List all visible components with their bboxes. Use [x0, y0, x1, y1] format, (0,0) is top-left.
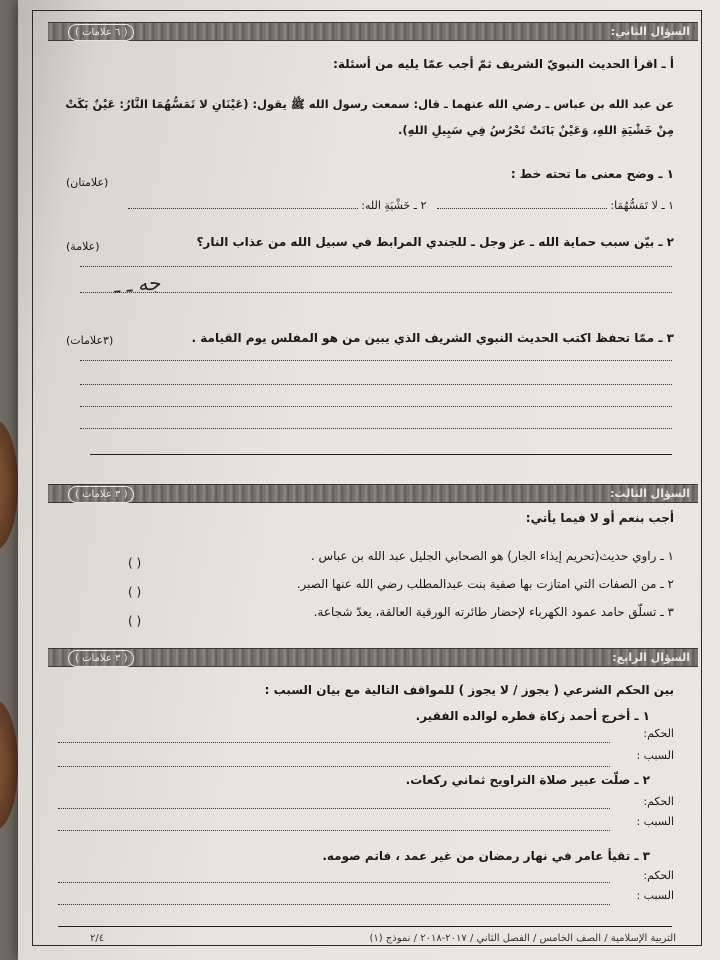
- q4-instruction: بين الحكم الشرعي ( يجوز / لا يجوز ) للمواقف التالية مع بيان السبب :: [264, 683, 674, 697]
- section-header-q3: [48, 484, 698, 503]
- ruling-line[interactable]: [58, 808, 610, 809]
- ruling-line[interactable]: [58, 742, 610, 743]
- question-1-items: [58, 198, 674, 214]
- handwritten-answer: جه ـ ـ: [113, 270, 163, 298]
- section-marks: ( ٣ علامات ): [68, 650, 134, 667]
- section-marks: ( ٣ علامات ): [68, 486, 134, 503]
- footer-text: التربية الإسلامية / الصف الخامس / الفصل الثاني / ٢٠١٧-٢٠١٨ / نموذج (١): [369, 933, 676, 944]
- q3-item-3: ٣ ـ تسلّق حامد عمود الكهرباء لإحضار طائرته الورقية العالقة، يعدّ شجاعة.: [313, 605, 674, 619]
- reason-line[interactable]: [58, 766, 610, 767]
- ruling-label: الحكم:: [643, 869, 674, 882]
- section-title: السؤال الرابع:: [612, 651, 690, 664]
- ruling-label: الحكم:: [643, 795, 674, 808]
- reason-label: السبب :: [636, 815, 674, 828]
- part-a-instruction: أ ـ اقرأ الحديث النبويّ الشريف ثمّ أجب عمّا يليه من أسئلة:: [333, 57, 674, 71]
- section-marks: ( ٦ علامات ): [68, 24, 134, 41]
- section-header-q4: [48, 648, 698, 667]
- section-title: السؤال الثاني:: [610, 25, 690, 38]
- marks-label: (٣علامات): [66, 334, 114, 347]
- answer-line[interactable]: [80, 428, 672, 429]
- reason-label: السبب :: [636, 749, 674, 762]
- section-title: السؤال الثالث:: [610, 487, 690, 500]
- q4-item-3: ٣ ـ تقيأ عامر في نهار رمضان من غير عمد ، فاتم صومه.: [322, 849, 650, 863]
- exam-page: [18, 0, 720, 960]
- hadith-line-1: عن عبد الله بن عباس ـ رضي الله عنهما ـ قال: سمعت رسول الله ﷺ يقول: (عَيْنَانِ لا تَمَسُّهُمَا النَّارُ: عَيْنٌ بَكَتْ: [65, 97, 674, 111]
- reason-label: السبب :: [636, 889, 674, 902]
- finger-edge: [0, 420, 18, 550]
- answer-line[interactable]: [80, 292, 672, 293]
- page-number: ٢/٤: [90, 933, 105, 944]
- answer-line[interactable]: [90, 454, 672, 455]
- q3-item-2: ٢ ـ من الصفات التي امتازت بها صفية بنت عبدالمطلب رضي الله عنها الصبر.: [296, 577, 674, 591]
- hadith-line-2: مِنْ خَشْيَةِ اللهِ، وَعَيْنٌ بَاتَتْ تَحْرُسُ فِي سَبِيلِ اللهِ).: [398, 123, 674, 137]
- answer-box[interactable]: ( ): [128, 585, 142, 599]
- reason-line[interactable]: [58, 830, 610, 831]
- ruling-line[interactable]: [58, 882, 610, 883]
- section-header-q2: [48, 22, 698, 41]
- question-3: ٣ ـ ممّا تحفظ اكتب الحديث النبوي الشريف الذي يبين من هو المفلس يوم القيامة .: [191, 331, 674, 345]
- answer-box[interactable]: ( ): [128, 614, 142, 628]
- answer-line[interactable]: [80, 406, 672, 407]
- q4-item-1: ١ ـ أخرج أحمد زكاة فطره لوالده الفقير.: [415, 709, 650, 723]
- q3-instruction: أجب بنعم أو لا فيما يأتي:: [525, 511, 674, 525]
- ruling-label: الحكم:: [643, 727, 674, 740]
- finger-edge: [0, 700, 18, 830]
- item-a-label: ١ ـ لا تَمَسُّهُمَا:: [610, 199, 674, 212]
- marks-label: (علامتان): [66, 176, 109, 189]
- answer-line[interactable]: [80, 384, 672, 385]
- footer-rule: [58, 926, 672, 927]
- marks-label: (علامة): [66, 240, 100, 253]
- answer-line[interactable]: [80, 266, 672, 267]
- question-1: ١ ـ وضح معنى ما تحته خط :: [510, 167, 674, 181]
- answer-line[interactable]: [80, 360, 672, 361]
- reason-line[interactable]: [58, 904, 610, 905]
- page-footer: [90, 933, 676, 944]
- item-b-label: ٢ ـ خَشْيَةِ الله:: [361, 199, 427, 212]
- question-2: ٢ ـ بيّن سبب حماية الله ـ عز وجل ـ للجندي المرابط في سبيل الله من عذاب النار؟: [196, 235, 674, 249]
- q4-item-2: ٢ ـ صلّت عبير صلاة التراويح ثماني ركعات.: [405, 773, 650, 787]
- answer-box[interactable]: ( ): [128, 556, 142, 570]
- q3-item-1: ١ ـ راوي حديث(تحريم إيذاء الجار) هو الصحابي الجليل عبد الله بن عباس .: [310, 549, 674, 563]
